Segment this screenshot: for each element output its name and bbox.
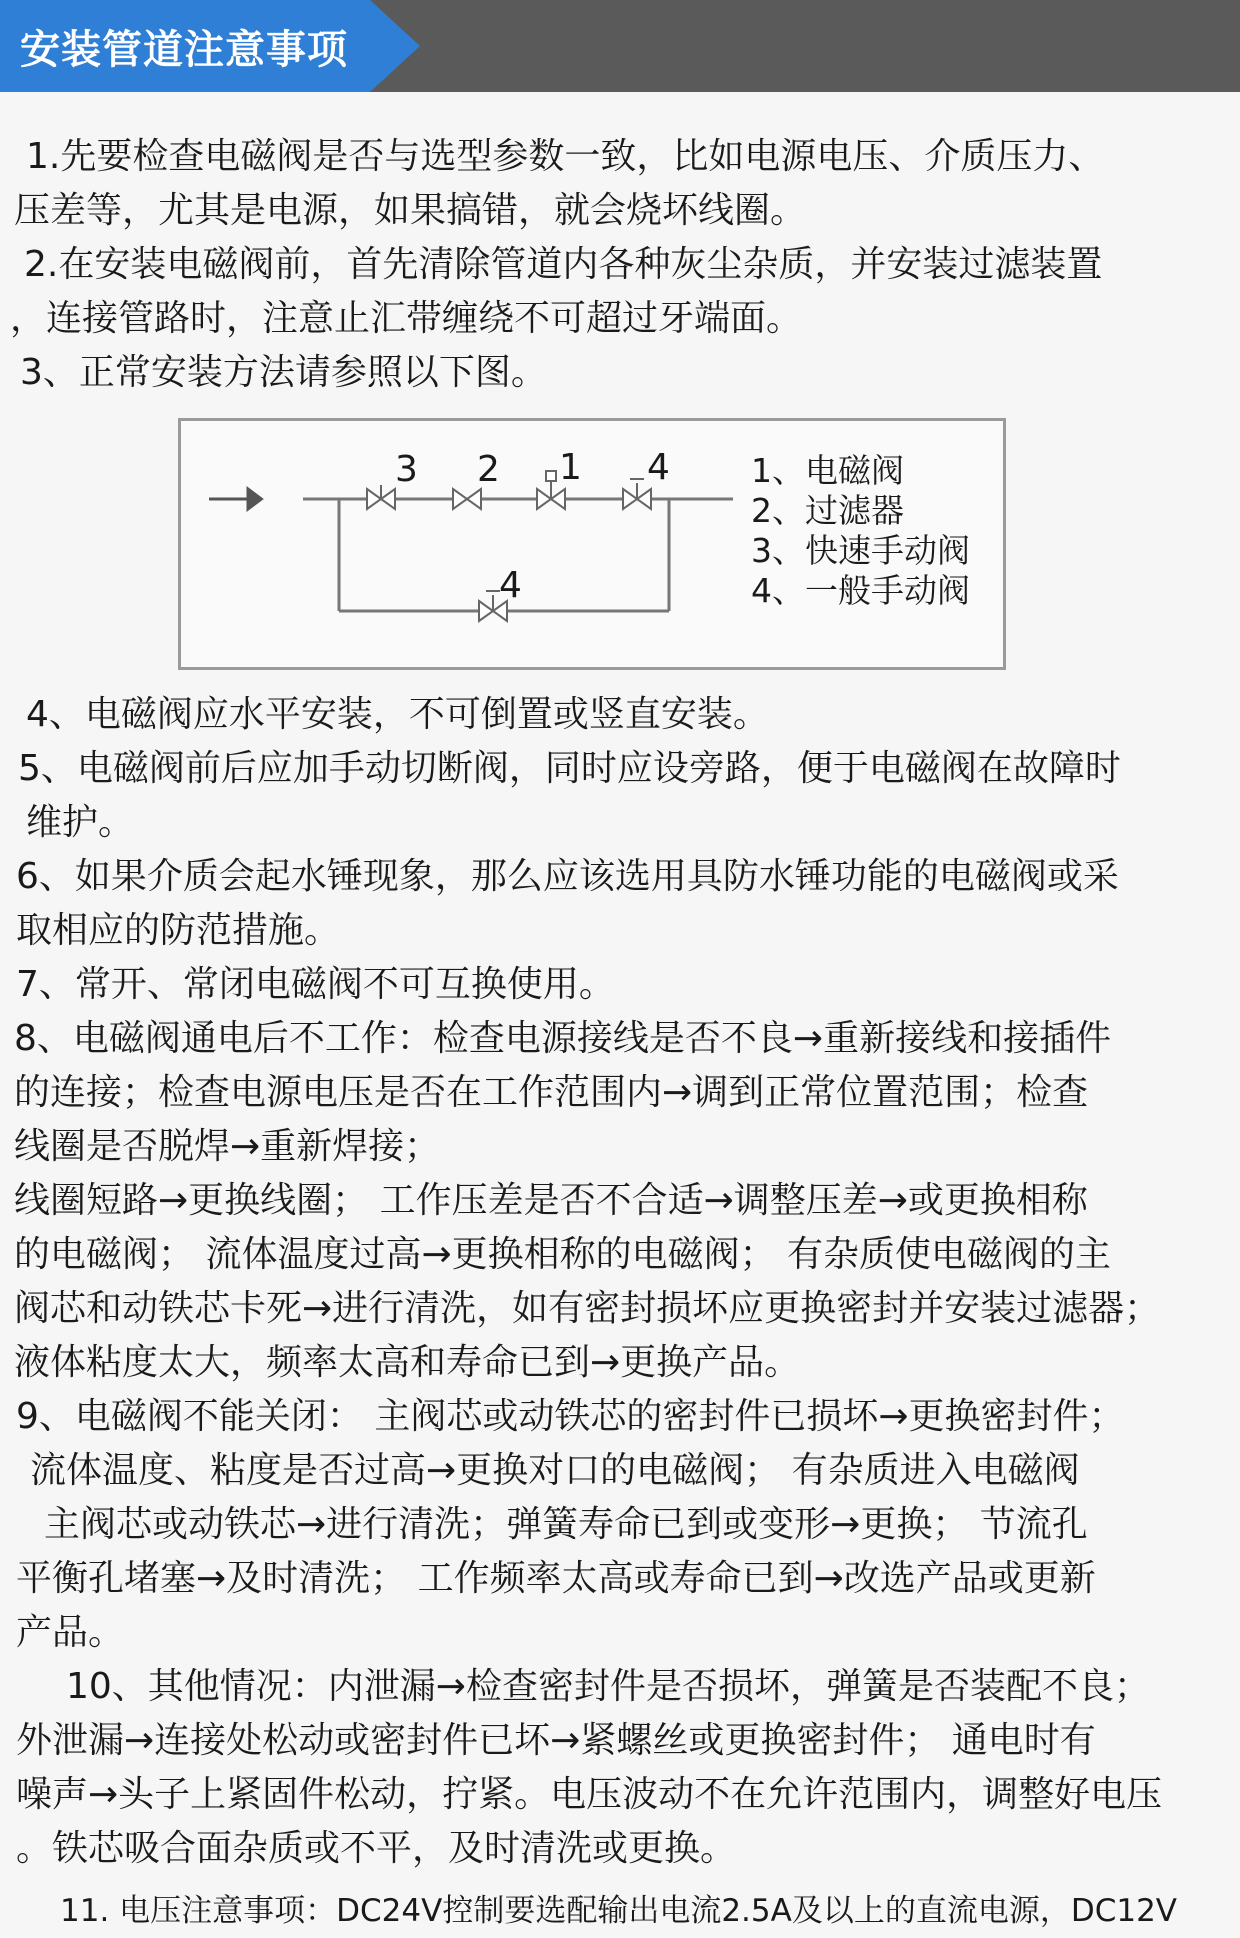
item-4-line-1: 4、电磁阀应水平安装，不可倒置或竖直安装。 [26, 694, 769, 735]
item-11-line-1: 11. 电压注意事项：DC24V控制要选配输出电流2.5A及以上的直流电源，DC12V [60, 1893, 1177, 1929]
item-8-line-2: 的连接；检查电源电压是否在工作范围内→调到正常位置范围；检查 [14, 1072, 1089, 1113]
legend-item-1: 1、电磁阀 [751, 451, 904, 490]
item-9 [16, 1390, 1125, 1660]
item-1-line-1: 1.先要检查电磁阀是否与选型参数一致，比如电源电压、介质压力、 [26, 136, 1105, 177]
item-1 [14, 130, 1105, 238]
item-5-line-1: 5、电磁阀前后应加手动切断阀，同时应设旁路，便于电磁阀在故障时 [18, 748, 1121, 789]
item-10 [16, 1660, 1162, 1876]
item-8-line-6: 阀芯和动铁芯卡死→进行清洗，如有密封损坏应更换密封并安装过滤器； [14, 1288, 1161, 1329]
valve-label-1: 1 [559, 447, 582, 488]
item-6-line-1: 6、如果介质会起水锤现象，那么应该选用具防水锤功能的电磁阀或采 [16, 856, 1119, 897]
item-9-line-5: 产品。 [16, 1612, 125, 1653]
item-10-line-4: 。铁芯吸合面杂质或不平，及时清洗或更换。 [16, 1828, 737, 1869]
valve-2-icon [453, 489, 481, 509]
valve-label-2: 2 [477, 449, 500, 490]
item-11 [60, 1884, 1177, 1938]
item-8-line-4: 线圈短路→更换线圈； 工作压差是否不合适→调整压差→或更换相称 [14, 1180, 1088, 1221]
item-2-line-2: ，连接管路时，注意止汇带缠绕不可超过牙端面。 [10, 298, 803, 339]
item-8-line-1: 8、电磁阀通电后不工作：检查电源接线是否不良→重新接线和接插件 [14, 1018, 1112, 1059]
item-7-line-1: 7、常开、常闭电磁阀不可互换使用。 [16, 964, 615, 1005]
item-1-line-2: 压差等，尤其是电源，如果搞错，就会烧坏线圈。 [14, 190, 807, 231]
item-8-line-7: 液体粘度太大，频率太高和寿命已到→更换产品。 [14, 1342, 801, 1383]
item-3-line-1: 3、正常安装方法请参照以下图。 [20, 352, 547, 393]
item-8 [14, 1012, 1160, 1390]
item-3 [20, 346, 547, 400]
item-9-line-1: 9、电磁阀不能关闭： 主阀芯或动铁芯的密封件已损坏→更换密封件； [16, 1396, 1125, 1437]
valve-label-3: 3 [395, 449, 418, 490]
diagram-legend [751, 451, 970, 611]
item-2 [10, 238, 1103, 346]
valve-3-icon [367, 485, 395, 509]
valve-label-4-bypass: 4 [499, 565, 522, 606]
flow-arrow-icon [209, 487, 263, 511]
item-7 [16, 958, 615, 1012]
item-4 [26, 688, 769, 742]
item-9-line-2: 流体温度、粘度是否过高→更换对口的电磁阀； 有杂质进入电磁阀 [30, 1450, 1080, 1491]
item-5-line-2: 维护。 [26, 802, 135, 843]
installation-diagram [178, 418, 1006, 670]
legend-item-3: 3、快速手动阀 [751, 531, 970, 570]
header-bar [0, 0, 1240, 92]
item-9-line-3: 主阀芯或动铁芯→进行清洗；弹簧寿命已到或变形→更换； 节流孔 [44, 1504, 1088, 1545]
item-6 [16, 850, 1119, 958]
item-6-line-2: 取相应的防范措施。 [16, 910, 341, 951]
item-9-line-4: 平衡孔堵塞→及时清洗； 工作频率太高或寿命已到→改选产品或更新 [16, 1558, 1096, 1599]
valve-label-4: 4 [647, 447, 670, 488]
item-8-line-3: 线圈是否脱焊→重新焊接； [14, 1126, 441, 1167]
item-5 [18, 742, 1121, 850]
legend-item-2: 2、过滤器 [751, 491, 904, 530]
item-10-line-2: 外泄漏→连接处松动或密封件已坏→紧螺丝或更换密封件； 通电时有 [16, 1720, 1096, 1761]
item-8-line-5: 的电磁阀； 流体温度过高→更换相称的电磁阀； 有杂质使电磁阀的主 [14, 1234, 1112, 1275]
page-title: 安装管道注意事项 [20, 27, 348, 73]
item-10-line-1: 10、其他情况：内泄漏→检查密封件是否损坏，弹簧是否装配不良； [66, 1666, 1150, 1707]
item-10-line-3: 噪声→头子上紧固件松动，拧紧。电压波动不在允许范围内，调整好电压 [16, 1774, 1163, 1815]
legend-item-4: 4、一般手动阀 [751, 571, 970, 610]
item-2-line-1: 2.在安装电磁阀前，首先清除管道内各种灰尘杂质，并安装过滤装置 [24, 244, 1103, 285]
